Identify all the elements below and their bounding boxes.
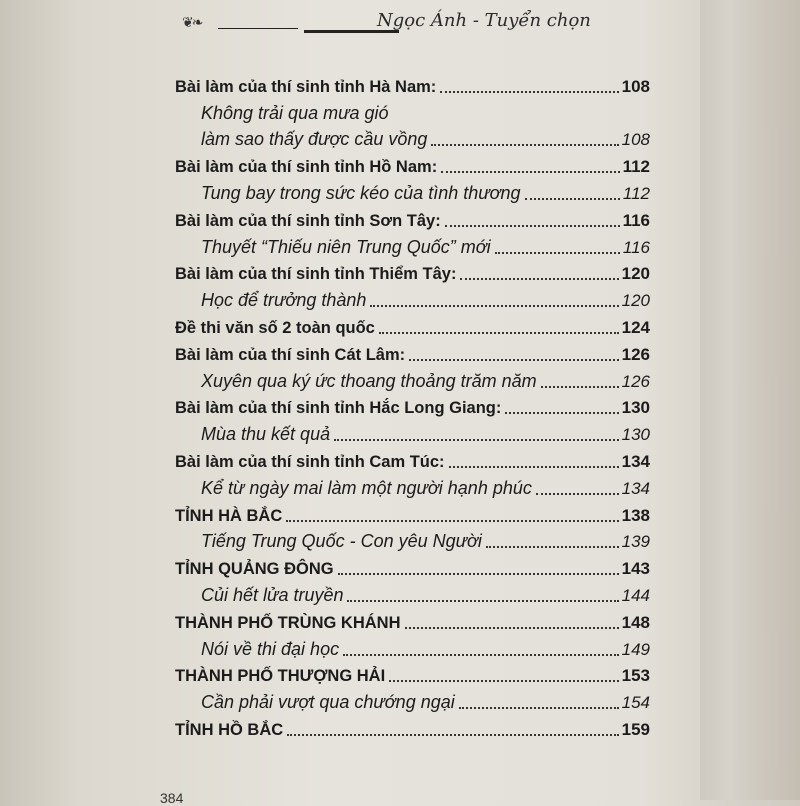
dot-leader <box>379 331 619 334</box>
toc-entry-title: Nói về thi đại học <box>201 638 340 659</box>
toc-entry <box>175 258 650 285</box>
toc-entry <box>175 204 650 231</box>
toc-entry-page: 120 <box>621 264 650 284</box>
header-rule <box>218 28 298 29</box>
toc-entry-title: TỈNH HỒ BẮC <box>175 720 284 739</box>
toc-entry-title: Bài làm của thí sinh tỉnh Sơn Tây: <box>175 211 441 230</box>
toc-entry-page: 130 <box>621 425 650 445</box>
toc-entry <box>175 392 650 419</box>
toc-entry-title: Tung bay trong sức kéo của tình thương <box>201 182 521 203</box>
dot-leader <box>460 277 618 280</box>
toc-entry-title: Kể từ ngày mai làm một người hạnh phúc <box>201 477 532 498</box>
dot-leader <box>370 304 618 307</box>
toc-entry <box>175 472 650 499</box>
toc-entry <box>175 552 650 579</box>
toc-entry-page: 108 <box>621 76 650 96</box>
toc-entry-page: 143 <box>621 559 650 579</box>
toc-entry-page: 153 <box>621 666 650 686</box>
toc-entry-title: Bài làm của thí sinh tỉnh Thiểm Tây: <box>175 265 457 284</box>
toc-entry <box>175 499 650 526</box>
toc-entry-page: 108 <box>621 130 650 150</box>
toc-entry-page: 138 <box>621 505 650 525</box>
toc-entry-title: Bài làm của thí sinh tỉnh Hắc Long Giang: <box>175 399 502 418</box>
toc-entry-title-line <box>175 97 650 124</box>
dot-leader <box>445 224 620 227</box>
toc-entry <box>175 445 650 472</box>
toc-entry-page: 130 <box>621 398 650 418</box>
toc-entry <box>175 338 650 365</box>
toc-entry <box>175 606 650 633</box>
toc-entry <box>175 418 650 445</box>
dot-leader <box>389 679 618 682</box>
toc-entry <box>175 231 650 258</box>
toc-entry <box>175 579 650 606</box>
ornament-icon: ❦❧ <box>182 14 202 30</box>
toc-entry-page: 112 <box>622 157 650 177</box>
dot-leader <box>541 385 619 388</box>
toc-entry-page: 159 <box>621 719 650 739</box>
toc-entry <box>175 311 650 338</box>
toc-entry-title: Bài làm của thí sinh tỉnh Hồ Nam: <box>175 158 438 177</box>
page-number: 384 <box>160 790 184 806</box>
toc-entry <box>175 526 650 553</box>
dot-leader <box>334 438 619 441</box>
toc-entry-page: 139 <box>621 532 650 552</box>
toc-entry-page: 144 <box>621 585 650 605</box>
toc-entry-title: Bài làm của thí sinh tỉnh Hà Nam: <box>175 77 437 96</box>
toc-entry-title: Đề thi văn số 2 toàn quốc <box>175 318 375 337</box>
dot-leader <box>495 251 620 254</box>
toc-entry <box>175 177 650 204</box>
dot-leader <box>505 411 618 414</box>
toc-entry-title: làm sao thấy được cầu vồng <box>201 129 428 150</box>
toc-entry-title: THÀNH PHỐ TRÙNG KHÁNH <box>175 613 401 632</box>
dot-leader <box>525 197 620 200</box>
toc-entry-title: Tiếng Trung Quốc - Con yêu Người <box>201 531 482 552</box>
toc-entry-title: Bài làm của thí sinh tỉnh Cam Túc: <box>175 452 445 471</box>
toc-entry-page: 149 <box>621 639 650 659</box>
toc-entry <box>175 150 650 177</box>
table-of-contents <box>175 70 650 740</box>
dot-leader <box>431 143 618 146</box>
toc-entry-page: 116 <box>622 210 650 230</box>
toc-entry <box>175 633 650 660</box>
toc-entry-page: 126 <box>621 344 650 364</box>
dot-leader <box>286 519 618 522</box>
toc-entry-title: Mùa thu kết quả <box>201 424 331 445</box>
toc-entry-page: 134 <box>621 478 650 498</box>
toc-entry-title: TỈNH HÀ BẮC <box>175 506 283 525</box>
dot-leader <box>343 653 619 656</box>
toc-entry-page: 124 <box>621 317 650 337</box>
toc-entry-page: 116 <box>622 237 650 257</box>
toc-entry-title: Không trải qua mưa gió <box>201 102 389 123</box>
toc-entry-title: Cần phải vượt qua chướng ngại <box>201 692 455 713</box>
toc-entry-title: Thuyết “Thiếu niên Trung Quốc” mới <box>201 236 491 257</box>
dot-leader <box>441 170 619 173</box>
dot-leader <box>449 465 619 468</box>
toc-entry-title: THÀNH PHỐ THƯỢNG HẢI <box>175 667 386 686</box>
book-title: Ngọc Ánh - Tuyển chọn <box>377 10 591 31</box>
toc-entry-title: TỈNH QUẢNG ĐÔNG <box>175 560 334 579</box>
toc-entry-page: 120 <box>621 291 650 311</box>
toc-entry-page: 154 <box>621 693 650 713</box>
toc-entry-page: 148 <box>621 612 650 632</box>
dot-leader <box>536 492 619 495</box>
toc-entry-title: Học để trưởng thành <box>201 290 367 311</box>
toc-entry <box>175 124 650 151</box>
toc-entry-page: 126 <box>621 371 650 391</box>
dot-leader <box>287 733 618 736</box>
toc-entry-page: 112 <box>622 183 650 203</box>
toc-entry-title: Xuyên qua ký ức thoang thoảng trăm năm <box>201 370 537 391</box>
dot-leader <box>486 545 619 548</box>
dot-leader <box>347 599 618 602</box>
toc-entry <box>175 284 650 311</box>
dot-leader <box>459 706 619 709</box>
dot-leader <box>338 572 619 575</box>
facing-page-edge <box>700 0 800 800</box>
toc-entry-page: 134 <box>621 451 650 471</box>
dot-leader <box>409 358 618 361</box>
toc-entry-title: Bài làm của thí sinh Cát Lâm: <box>175 345 406 364</box>
dot-leader <box>440 90 618 93</box>
toc-entry <box>175 660 650 687</box>
running-header <box>182 8 591 40</box>
toc-entry <box>175 365 650 392</box>
toc-entry-title: Củi hết lửa truyền <box>201 584 344 605</box>
dot-leader <box>405 626 619 629</box>
toc-entry <box>175 713 650 740</box>
toc-entry <box>175 70 650 97</box>
toc-entry <box>175 686 650 713</box>
